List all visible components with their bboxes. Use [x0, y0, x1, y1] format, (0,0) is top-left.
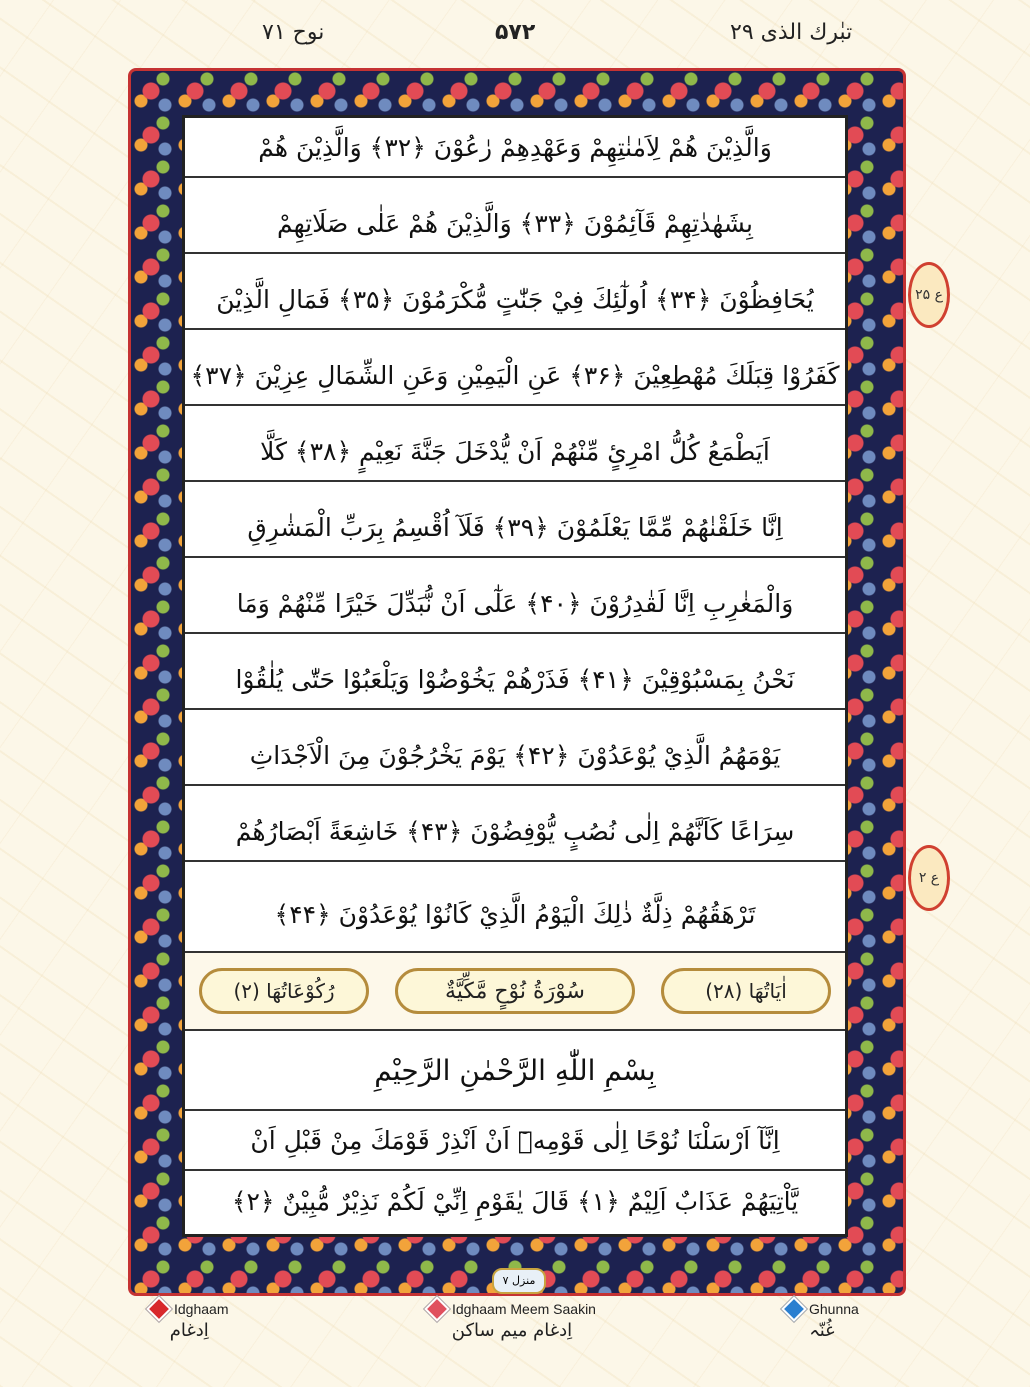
- legend-arabic: غُنّہ: [809, 1320, 835, 1341]
- surah-name: سُوْرَةُ نُوْحٍ مَّكِّيَّةٌ: [395, 968, 635, 1014]
- diamond-icon: [146, 1296, 171, 1321]
- bismillah: بِسْمِ اللّٰهِ الرَّحْمٰنِ الرَّحِيْمِ: [185, 1031, 845, 1111]
- verse-line: بِشَهٰدٰتِهِمْ قَآئِمُوْنَ ﴿۳۳﴾ وَالَّذِيْنَ هُمْ عَلٰى صَلَاتِهِمْ: [185, 194, 845, 254]
- verse-line: سِرَاعًا كَاَنَّهُمْ اِلٰى نُصُبٍ يُّوْفِضُوْنَ ﴿۴۳﴾ خَاشِعَةً اَبْصَارُهُمْ: [185, 802, 845, 862]
- verse-line: نَحْنُ بِمَسْبُوْقِيْنَ ﴿۴۱﴾ فَذَرْهُمْ يَخُوْضُوْا وَيَلْعَبُوْا حَتّٰى يُلٰقُوْا: [185, 650, 845, 710]
- ruku-count: رُكُوْعَاتُهَا (۲): [199, 968, 369, 1014]
- verse-line: يَوْمَهُمُ الَّذِيْ يُوْعَدُوْنَ ﴿۴۲﴾ يَوْمَ يَخْرُجُوْنَ مِنَ الْاَجْدَاثِ: [185, 726, 845, 786]
- legend-idghaam: [150, 1300, 228, 1341]
- manzil-marker: منزل ۷: [492, 1268, 546, 1294]
- ayat-count: اٰيَاتُهَا (۲۸): [661, 968, 831, 1014]
- ruku-marker: ع ۲۵: [908, 262, 950, 328]
- legend-idghaam-meem-saakin: [428, 1300, 596, 1341]
- verse-line: اِنَّا خَلَقْنٰهُمْ مِّمَّا يَعْلَمُوْنَ ﴿۳۹﴾ فَلَآ اُقْسِمُ بِرَبِّ الْمَشٰرِقِ: [185, 498, 845, 558]
- legend-label: Idghaam: [174, 1301, 229, 1317]
- verse-line: وَالْمَغٰرِبِ اِنَّا لَقٰدِرُوْنَ ﴿۴۰﴾ عَلٰٓى اَنْ نُّبَدِّلَ خَيْرًا مِّنْهُمْ وَمَا: [185, 574, 845, 634]
- verse-line: كَفَرُوْا قِبَلَكَ مُهْطِعِيْنَ ﴿۳۶﴾ عَنِ الْيَمِيْنِ وَعَنِ الشِّمَالِ عِزِيْنَ ﴿۳۷﴾: [185, 346, 845, 406]
- surah-banner: [185, 953, 845, 1031]
- legend-ghunna: [785, 1300, 859, 1341]
- legend-arabic: اِدغام: [169, 1320, 209, 1341]
- header-juz: تبٰرك الذی ۲۹: [730, 20, 853, 45]
- legend-label: Ghunna: [809, 1301, 859, 1317]
- verse-line: اَيَطْمَعُ كُلُّ امْرِئٍ مِّنْهُمْ اَنْ يُّدْخَلَ جَنَّةَ نَعِيْمٍ ﴿۳۸﴾ كَلَّا: [185, 422, 845, 482]
- text-area: [182, 115, 848, 1237]
- diamond-icon: [424, 1296, 449, 1321]
- page-number: ۵۷۲: [495, 20, 536, 45]
- verse-line: وَالَّذِيْنَ هُمْ لِاَمٰنٰتِهِمْ وَعَهْدِهِمْ رٰعُوْنَ ﴿۳۲﴾ وَالَّذِيْنَ هُمْ: [185, 118, 845, 178]
- verse-line: يُحَافِظُوْنَ ﴿۳۴﴾ اُولٰٓئِكَ فِيْ جَنّٰتٍ مُّكْرَمُوْنَ ﴿۳۵﴾ فَمَالِ الَّذِيْنَ: [185, 270, 845, 330]
- legend-arabic: اِدغام میم ساکن: [451, 1320, 573, 1341]
- diamond-icon: [781, 1296, 806, 1321]
- verse-line: اِنَّآ اَرْسَلْنَا نُوْحًا اِلٰى قَوْمِهٖٓ اَنْ اَنْذِرْ قَوْمَكَ مِنْ قَبْلِ اَنْ: [185, 1111, 845, 1171]
- header-surah: نوح ۷۱: [262, 20, 325, 45]
- verse-line: تَرْهَقُهُمْ ذِلَّةٌ ذٰلِكَ الْيَوْمُ الَّذِيْ كَانُوْا يُوْعَدُوْنَ ﴿۴۴﴾: [185, 878, 845, 953]
- verse-line: يَّاْتِيَهُمْ عَذَابٌ اَلِيْمٌ ﴿۱﴾ قَالَ يٰقَوْمِ اِنِّيْ لَكُمْ نَذِيْرٌ مُّبِيْنٌ ﴿۲﴾: [231, 1186, 799, 1216]
- ruku-marker: ع ۲: [908, 845, 950, 911]
- legend-label: Idghaam Meem Saakin: [452, 1301, 596, 1317]
